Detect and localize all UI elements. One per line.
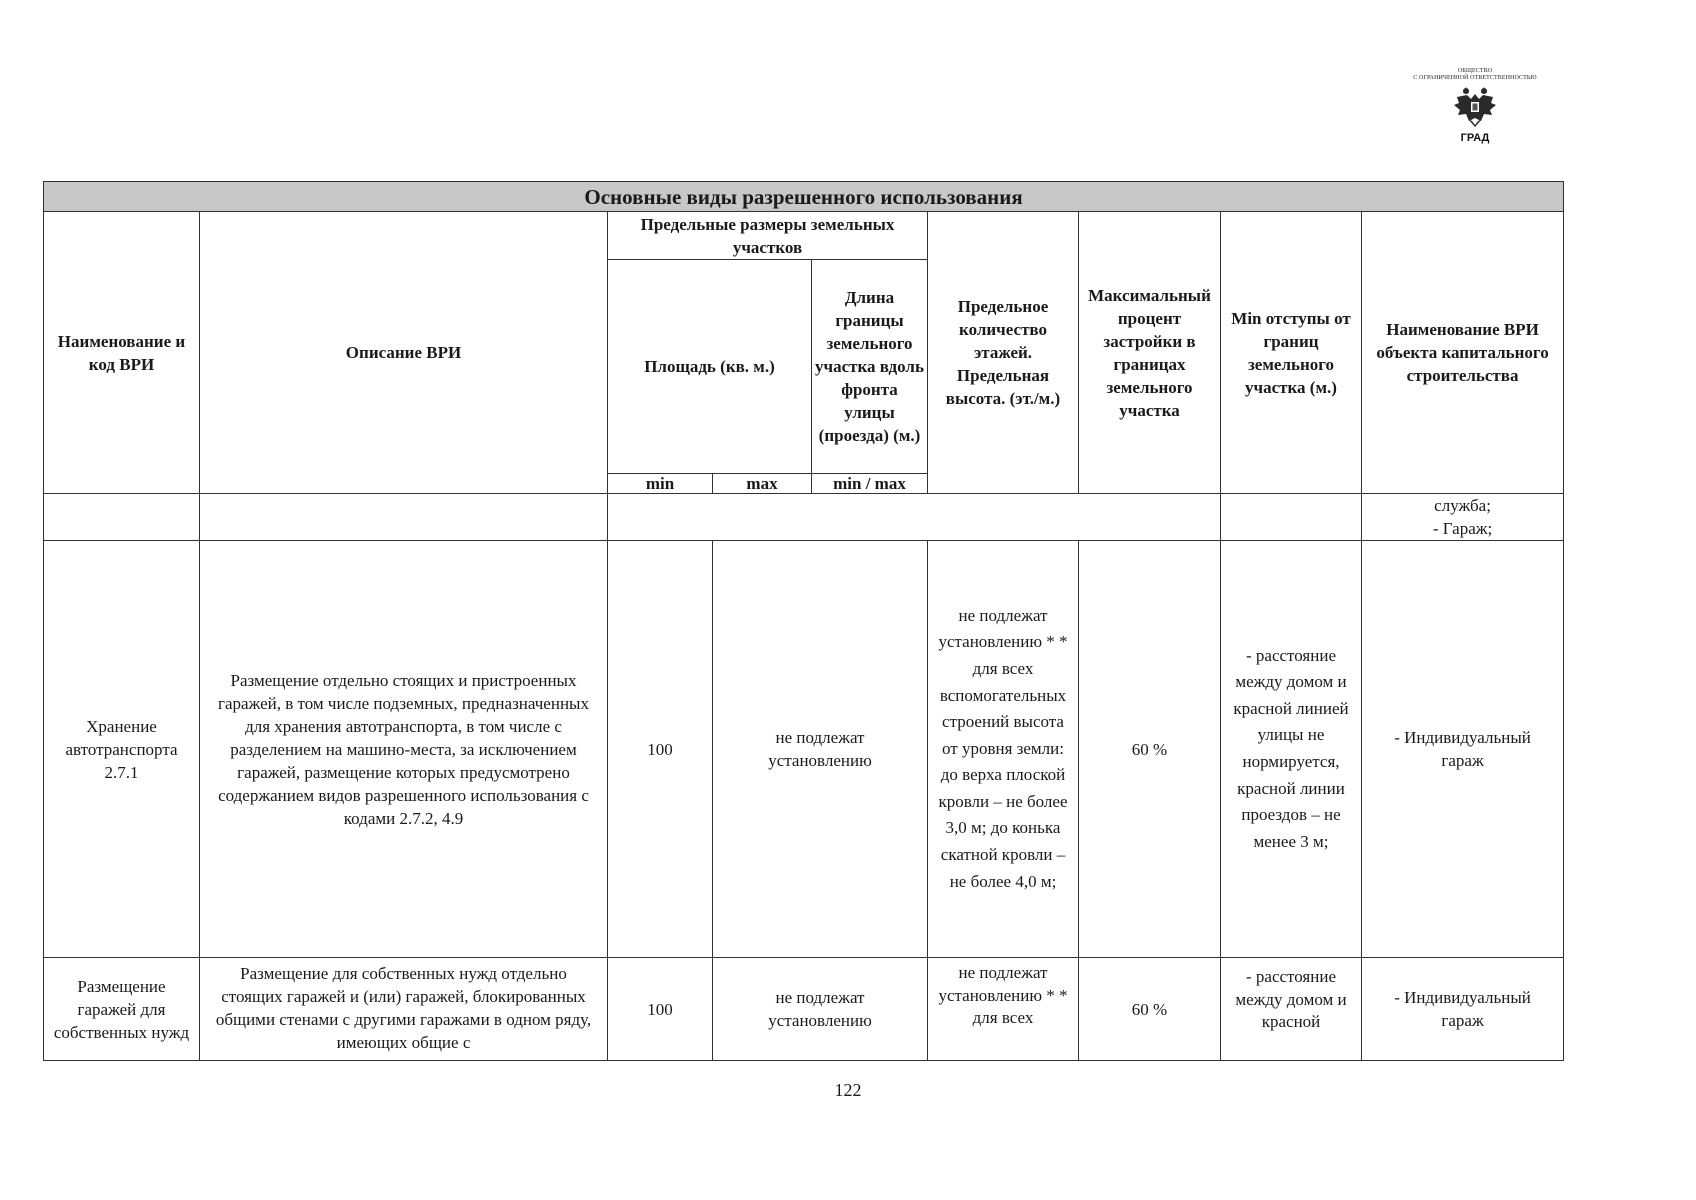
double-headed-eagle-emblem-icon	[1453, 85, 1497, 131]
object-line: - Гараж;	[1432, 519, 1493, 538]
cell-floors	[928, 958, 1079, 1061]
setbacks-text: - расстояние между домом и красной	[1235, 967, 1347, 1032]
cell-area-max-frontage: не подлежат установлению	[713, 958, 928, 1061]
header-frontage-min-max: min / max	[812, 474, 928, 494]
cell-setbacks: - расстояние между домом и красной линией улицы не нормируется, красной линии проездов – не менее 3 м;	[1221, 541, 1362, 958]
cell-setbacks	[1221, 494, 1362, 541]
object-line: служба;	[1434, 496, 1491, 515]
table-title: Основные виды разрешенного использования	[44, 182, 1564, 212]
header-frontage: Длина границы земельного участка вдоль фронта улицы (проезда) (м.)	[812, 260, 928, 474]
cell-name-code: Хранение автотранспорта 2.7.1	[44, 541, 200, 958]
cell-name-code: Размещение гаражей для собственных нужд	[44, 958, 200, 1061]
cell-coverage: 60 %	[1079, 958, 1221, 1061]
logo-org-line1: ОБЩЕСТВО	[1457, 68, 1493, 74]
cell-description: Размещение отдельно стоящих и пристроенных гаражей, в том числе подземных, предназначенных для хранения автотранспорта, в том числе с разделением на машино-места, за исключением гаражей, размещение которых предусмотрено содержанием видов разрешенного использования с кодами 2.7.2, 4.9	[200, 541, 608, 958]
cell-area-max-frontage: не подлежат установлению	[713, 541, 928, 958]
header-setbacks: Min отступы от границ земельного участка (м.)	[1221, 212, 1362, 494]
header-floors: Предельное количество этажей. Предельная высота. (эт./м.)	[928, 212, 1079, 494]
cell-object-name: - Индивидуальный гараж	[1362, 541, 1564, 958]
cell-name-code	[44, 494, 200, 541]
cell-floors: не подлежат установлению * * для всех вспомогательных строений высота от уровня земли: до верха плоской кровли – не более 3,0 м; до конька скатной кровли – не более 4,0 м;	[928, 541, 1079, 958]
table-row	[44, 494, 1564, 541]
cell-params	[608, 494, 1221, 541]
company-logo	[1392, 68, 1558, 156]
cell-object-name: - Индивидуальный гараж	[1362, 958, 1564, 1061]
floors-text: не подлежат установлению * * для всех	[938, 963, 1068, 1028]
cell-area-min: 100	[608, 541, 713, 958]
header-area-min: min	[608, 474, 713, 494]
header-plot-limits: Предельные размеры земельных участков	[608, 212, 928, 260]
table-row	[44, 541, 1564, 958]
cell-setbacks	[1221, 958, 1362, 1061]
description-text: Размещение для собственных нужд отдельно стоящих гаражей и (или) гаражей, блокированных общими стенами с другими гаражами в одном ряду, имеющих общие с	[215, 964, 592, 1052]
cell-coverage: 60 %	[1079, 541, 1221, 958]
header-coverage: Максимальный процент застройки в границах земельного участка	[1079, 212, 1221, 494]
logo-name: ГРАД	[1460, 132, 1490, 144]
cell-description	[200, 958, 608, 1061]
header-area: Площадь (кв. м.)	[608, 260, 812, 474]
table-row	[44, 958, 1564, 1061]
cell-object-name	[1362, 494, 1564, 541]
header-object-name: Наименование ВРИ объекта капитального строительства	[1362, 212, 1564, 494]
permitted-use-table	[43, 181, 1564, 1061]
header-area-max: max	[713, 474, 812, 494]
header-name-code: Наименование и код ВРИ	[44, 212, 200, 494]
cell-area-min: 100	[608, 958, 713, 1061]
page-number: 122	[834, 1080, 862, 1100]
cell-description	[200, 494, 608, 541]
header-description: Описание ВРИ	[200, 212, 608, 494]
logo-org-line2: С ОГРАНИЧЕННОЙ ОТВЕТСТВЕННОСТЬЮ	[1413, 75, 1537, 81]
